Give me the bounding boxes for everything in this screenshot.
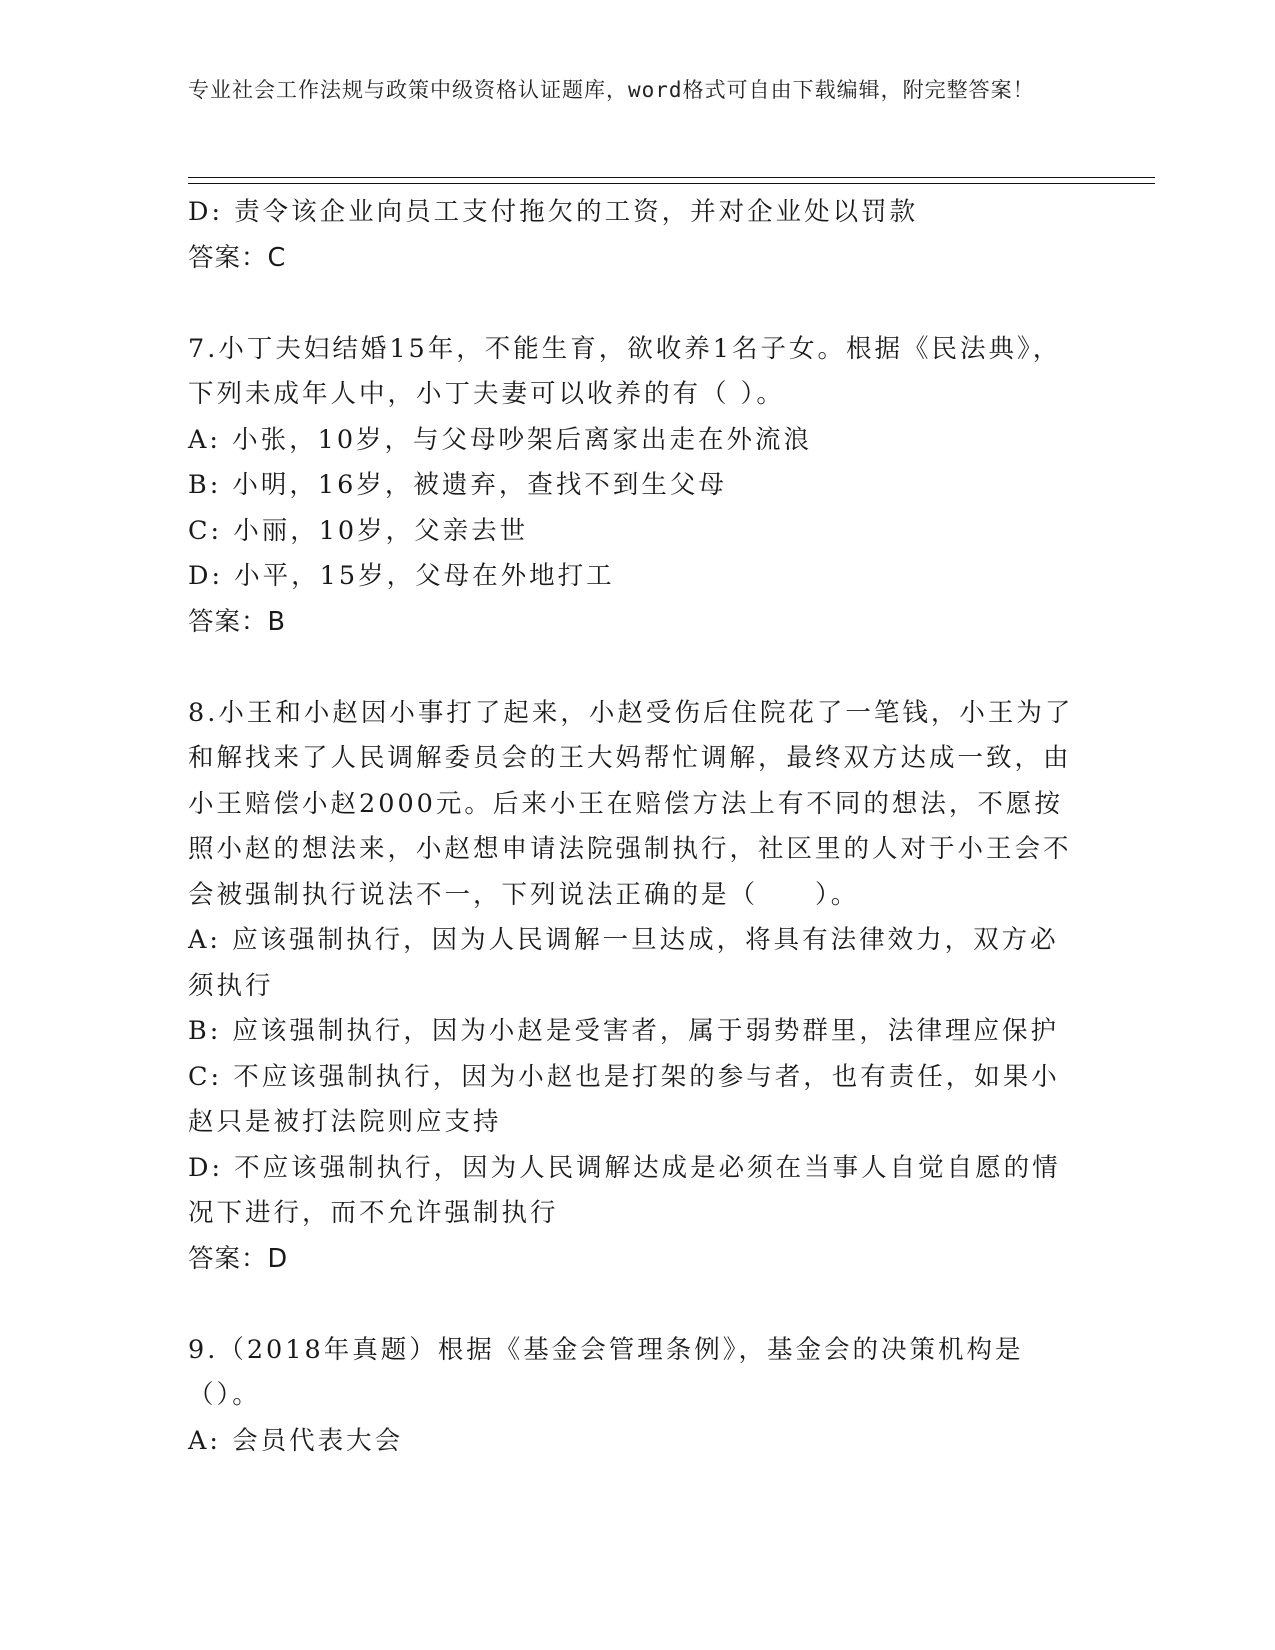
- carryover-option-d: D: 责令该企业向员工支付拖欠的工资，并对企业处以罚款: [188, 197, 919, 227]
- question-7-option-c: C: 小丽，10岁，父亲去世: [188, 515, 529, 546]
- question-7-answer: 答案：B: [188, 606, 286, 637]
- header-divider-top: [188, 177, 1155, 178]
- question-8-option-b: B: 应该强制执行，因为小赵是受害者，属于弱势群里，法律理应保护: [188, 1016, 1059, 1046]
- carryover-answer: 答案：C: [188, 242, 287, 273]
- question-7-stem: 7.小丁夫妇结婚15年，不能生育，欲收养1名子女。根据《民法典》，下列未成年人中，小丁夫妻可以收养的有（ ）。: [188, 333, 1062, 409]
- question-7-option-b: B: 小明，16岁，被遗弃，查找不到生父母: [188, 470, 727, 500]
- question-9-option-a: A: 会员代表大会: [188, 1425, 404, 1456]
- spacer: [188, 281, 1078, 327]
- question-7-option-d: D: 小平，15岁，父母在外地打工: [188, 561, 615, 591]
- question-9-stem: 9.（2018年真题）根据《基金会管理条例》，基金会的决策机构是（）。: [188, 1334, 1024, 1410]
- spacer: [188, 645, 1078, 691]
- header-divider-bottom: [188, 183, 1155, 184]
- question-7-option-a: A: 小张，10岁，与父母吵架后离家出走在外流浪: [188, 424, 813, 455]
- spacer: [188, 1282, 1078, 1328]
- document-header-note: 专业社会工作法规与政策中级资格认证题库，word格式可自由下载编辑，附完整答案！: [188, 78, 1035, 102]
- question-8-option-d: D: 不应该强制执行，因为人民调解达成是必须在当事人自觉自愿的情况下进行，而不允许强制执行: [188, 1152, 1061, 1228]
- question-8-option-c: C: 不应该强制执行，因为小赵也是打架的参与者，也有责任，如果小赵只是被打法院则应支持: [188, 1061, 1060, 1137]
- question-content: [188, 190, 1078, 1464]
- question-8-option-a: A: 应该强制执行，因为人民调解一旦达成，将具有法律效力，双方必须执行: [188, 925, 1059, 1001]
- question-8-answer: 答案：D: [188, 1243, 289, 1274]
- question-8-stem: 8.小王和小赵因小事打了起来，小赵受伤后住院花了一笔钱，小王为了和解找来了人民调解委员会的王大妈帮忙调解，最终双方达成一致，由小王赔偿小赵2000元。后来小王在赔偿方法上有不同的想法，不愿按照小赵的想法来，小赵想申请法院强制执行，社区里的人对于小王会不会被强制执行说法不一，下列说法正确的是（ ）。: [188, 697, 1074, 910]
